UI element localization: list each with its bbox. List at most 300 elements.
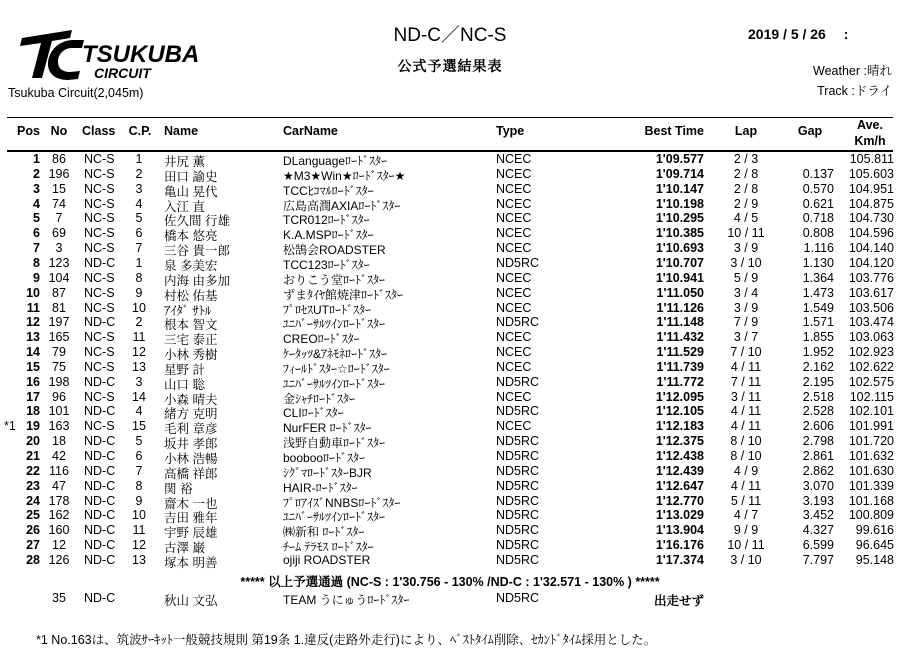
track-condition-label: Track :ドライ [817, 84, 892, 98]
cell-ave: 105.603 [848, 167, 894, 181]
cell-car: TCC123ﾛｰﾄﾞｽﾀｰ [283, 258, 370, 272]
cell-no: 87 [52, 286, 66, 300]
cell-no: 126 [48, 553, 70, 567]
cell-no: 18 [52, 434, 66, 448]
cell-ave: 102.622 [848, 360, 894, 374]
cell-cp: 6 [135, 449, 143, 463]
cell-name: 根本 智文 [164, 318, 218, 332]
cell-ave: 96.645 [855, 538, 894, 552]
cell-ave: 102.101 [848, 404, 894, 418]
cell-name: 宇野 辰雄 [164, 526, 218, 540]
cell-pos: 15 [26, 360, 40, 374]
cell-cp: 4 [135, 197, 143, 211]
cell-ave: 101.168 [848, 494, 894, 508]
cell-name: 亀山 晃代 [164, 185, 218, 199]
cell-pos: 21 [26, 449, 40, 463]
col-carname: CarName [283, 124, 338, 138]
cell-class: NC-S [84, 330, 115, 344]
cell-cp: 2 [135, 167, 143, 181]
cell-cp: 9 [135, 286, 143, 300]
page-subtitle: 公式予選結果表 [397, 58, 503, 74]
cell-cp: 10 [132, 301, 146, 315]
cell-lap: 3 / 7 [733, 330, 759, 344]
cell-no: 197 [48, 315, 70, 329]
cell-name: 緒方 克明 [164, 407, 218, 421]
cell-best: 1'10.693 [655, 241, 704, 255]
cell-name: 泉 多美宏 [164, 259, 218, 273]
cell-name: 佐久間 行雄 [164, 214, 230, 228]
cell-car: ㈱新和 ﾛｰﾄﾞｽﾀｰ [283, 525, 365, 539]
cell-car: ずまﾀｲﾔ館焼津ﾛｰﾄﾞｽﾀｰ [283, 288, 404, 302]
cell-gap: 2.861 [802, 449, 834, 463]
cell-pos: 20 [26, 434, 40, 448]
cell-best: 1'12.105 [655, 404, 704, 418]
cell-ave: 102.575 [848, 375, 894, 389]
cell-lap: 2 / 9 [733, 197, 759, 211]
cell-ave: 95.148 [855, 553, 894, 567]
cell-pos: 4 [33, 197, 40, 211]
cell-cp: 7 [135, 464, 143, 478]
col-gap: Gap [797, 124, 823, 138]
col-no: No [50, 124, 68, 138]
cell-car: ﾌｨｰﾙﾄﾞｽﾀｰ☆ﾛｰﾄﾞｽﾀｰ [283, 362, 390, 376]
cell-cp: 1 [135, 152, 143, 166]
cell-cp: 12 [132, 345, 146, 359]
venue-label: Tsukuba Circuit(2,045m) [8, 86, 144, 100]
cell-no: 123 [48, 256, 70, 270]
cell-best: 1'12.438 [655, 449, 704, 463]
cell-pos: 13 [26, 330, 40, 344]
cell-cp: 4 [135, 404, 143, 418]
cell-lap: 8 / 10 [730, 434, 762, 448]
cell-car: ｼｸﾞﾏﾛｰﾄﾞｽﾀｰBJR [283, 466, 372, 480]
cell-ave: 104.120 [848, 256, 894, 270]
cell-car: TCCﾋｺﾏﾙﾛｰﾄﾞｽﾀｰ [283, 184, 374, 198]
cell-class: ND-C [84, 449, 116, 463]
page-title: ND-C／NC-S [393, 25, 507, 46]
cell-gap: 2.606 [802, 419, 834, 433]
cell-no: 42 [52, 449, 66, 463]
cell-type: ND5RC [496, 464, 540, 478]
cell-ave: 104.596 [848, 226, 894, 240]
cell-type: ND5RC [496, 508, 540, 522]
cell-gap: 0.570 [802, 182, 834, 196]
cell-pos: 3 [33, 182, 40, 196]
cell-type: NCEC [496, 197, 532, 211]
cell-name: 小林 秀樹 [164, 348, 218, 362]
cell-gap: 1.473 [802, 286, 834, 300]
cell-gap: 2.798 [802, 434, 834, 448]
cell-ave: 105.811 [849, 152, 894, 166]
cell-type: ND5RC [496, 375, 540, 389]
cell-no: 196 [48, 167, 70, 181]
cell-class: ND-C [84, 538, 116, 552]
cell-type: NCEC [496, 167, 532, 181]
cell-car: 金ｼｬﾁﾛｰﾄﾞｽﾀｰ [283, 392, 356, 406]
cell-lap: 4 / 11 [730, 479, 762, 493]
cell-lap: 7 / 9 [733, 315, 759, 329]
cell-type: NCEC [496, 360, 532, 374]
cell-pos: 24 [26, 494, 40, 508]
cell-ave: 101.991 [848, 419, 894, 433]
cell-name: 橋本 悠亮 [164, 229, 218, 243]
cell-lap: 5 / 11 [730, 494, 762, 508]
cell-cp: 10 [132, 508, 146, 522]
cell-name: 齋木 一也 [164, 497, 218, 511]
cell-ave: 101.632 [848, 449, 894, 463]
cell-gap: 0.137 [802, 167, 834, 181]
cell-no: 178 [48, 494, 70, 508]
cell-ave: 104.730 [848, 211, 894, 225]
cell-pos: 26 [26, 523, 40, 537]
cell-pos: 8 [33, 256, 40, 270]
col-cp: C.P. [128, 124, 152, 138]
cell-type: NCEC [496, 390, 532, 404]
logo-subtext: CIRCUIT [94, 65, 151, 81]
cell-type: ND5RC [496, 449, 540, 463]
footnote: *1 No.163は、筑波ｻｰｷｯﾄ一般競技規則 第19条 1.違反(走路外走行)により、ﾍﾞｽﾄﾀｲﾑ削除、ｾｶﾝﾄﾞﾀｲﾑ採用とした。 [36, 633, 657, 647]
cell-no: 198 [48, 375, 70, 389]
cell-gap: 3.070 [802, 479, 834, 493]
cell-name: 小林 浩暢 [164, 452, 218, 466]
cell-lap: 4 / 9 [733, 464, 759, 478]
cell-name: 内海 由多加 [164, 274, 230, 288]
cell-cp: 9 [135, 494, 143, 508]
cell-note: *1 [4, 419, 16, 433]
cell-car: DLanguageﾛｰﾄﾞｽﾀｰ [283, 154, 388, 168]
cell-best: 1'11.432 [656, 330, 704, 344]
cell-ave: 103.474 [848, 315, 894, 329]
cell-cp: 8 [135, 271, 143, 285]
cell-lap: 7 / 11 [730, 375, 762, 389]
cell-name: 星野 計 [164, 363, 205, 377]
cell-gap: 1.571 [802, 315, 834, 329]
cell-class: ND-C [84, 256, 116, 270]
cell-lap: 3 / 11 [730, 390, 762, 404]
cell-car: NurFER ﾛｰﾄﾞｽﾀｰ [283, 421, 372, 435]
cell-name: 秋山 文弘 [164, 594, 218, 608]
cell-class: ND-C [84, 404, 116, 418]
cell-car: ﾌﾟﾛｱｲｽﾞNNBSﾛｰﾄﾞｽﾀｰ [283, 496, 401, 510]
cell-cp: 12 [132, 538, 146, 552]
cell-name: 田口 諭史 [164, 170, 218, 184]
cell-lap: 3 / 9 [733, 241, 759, 255]
cell-pos: 16 [26, 375, 40, 389]
cell-class: NC-S [84, 419, 115, 433]
cell-name: 毛利 章彦 [164, 422, 218, 436]
cell-name: 塚本 明善 [164, 556, 218, 570]
cell-lap: 4 / 11 [730, 419, 762, 433]
cell-best: 1'11.148 [656, 315, 704, 329]
cell-best: 1'09.577 [655, 152, 704, 166]
cell-car: K.A.MSPﾛｰﾄﾞｽﾀｰ [283, 228, 374, 242]
cell-pos: 10 [26, 286, 40, 300]
cell-class: ND-C [84, 553, 116, 567]
event-date: 2019 / 5 / 26 : [748, 26, 849, 42]
cell-best: 1'17.374 [655, 553, 704, 567]
col-class: Class [82, 124, 116, 138]
cell-class: NC-S [84, 286, 115, 300]
cell-type: NCEC [496, 241, 532, 255]
cell-class: NC-S [84, 301, 115, 315]
cell-pos: 2 [33, 167, 40, 181]
cell-ave: 102.115 [849, 390, 894, 404]
cell-name: ｱｲﾀﾞ ｻﾄﾙ [164, 304, 212, 318]
cell-best: 1'12.095 [655, 390, 704, 404]
cell-pos: 19 [26, 419, 40, 433]
cell-lap: 7 / 10 [730, 345, 762, 359]
cell-type: NCEC [496, 211, 532, 225]
cell-pos: 27 [26, 538, 40, 552]
cell-ave: 101.630 [848, 464, 894, 478]
cell-type: ND5RC [496, 523, 540, 537]
cell-lap: 3 / 9 [733, 301, 759, 315]
cell-no: 116 [49, 464, 69, 478]
cell-class: NC-S [84, 226, 115, 240]
cell-car: TEAM うにゅうﾛｰﾄﾞｽﾀｰ [283, 593, 410, 607]
cell-cp: 1 [135, 256, 143, 270]
cell-cp: 14 [132, 390, 146, 404]
cell-gap: 3.193 [802, 494, 834, 508]
cell-type: NCEC [496, 286, 532, 300]
cell-type: NCEC [496, 301, 532, 315]
cell-name: 吉田 雅年 [164, 511, 218, 525]
cell-gap: 2.528 [802, 404, 834, 418]
cell-class: NC-S [84, 197, 115, 211]
cell-car: 松鵠会ROADSTER [283, 243, 386, 257]
cell-gap: 1.855 [802, 330, 834, 344]
cell-class: NC-S [84, 167, 115, 181]
cell-class: NC-S [84, 211, 115, 225]
cell-ave: 101.339 [848, 479, 894, 493]
cell-class: ND-C [84, 508, 116, 522]
cell-gap: 1.116 [803, 241, 834, 255]
cell-type: NCEC [496, 330, 532, 344]
cell-ave: 104.875 [848, 197, 894, 211]
cell-no: 165 [48, 330, 70, 344]
cell-car: ★M3★Win★ﾛｰﾄﾞｽﾀｰ★ [283, 169, 406, 183]
cell-car: HAIR-ﾛｰﾄﾞｽﾀｰ [283, 481, 358, 495]
cell-type: ND5RC [496, 404, 540, 418]
cell-type: ND5RC [496, 256, 540, 270]
cell-name: 三宅 泰正 [164, 333, 218, 347]
cell-class: NC-S [84, 390, 115, 404]
cell-no: 74 [52, 197, 66, 211]
cell-gap: 1.952 [802, 345, 834, 359]
cell-best: 出走せず [653, 594, 704, 608]
cell-no: 75 [52, 360, 66, 374]
cell-ave: 99.616 [855, 523, 894, 537]
cell-gap: 2.862 [802, 464, 834, 478]
cell-type: NCEC [496, 182, 532, 196]
cell-car: boobooﾛｰﾄﾞｽﾀｰ [283, 451, 366, 465]
cell-car: おりこう堂ﾛｰﾄﾞｽﾀｰ [283, 273, 386, 287]
cell-name: 入江 直 [164, 200, 205, 214]
cell-lap: 2 / 8 [733, 182, 759, 196]
cell-no: 35 [52, 591, 66, 605]
cell-cp: 2 [135, 315, 143, 329]
cell-gap: 1.364 [802, 271, 834, 285]
cell-class: NC-S [84, 345, 115, 359]
cell-best: 1'11.739 [656, 360, 704, 374]
cell-type: NCEC [496, 419, 532, 433]
cell-pos: 7 [33, 241, 40, 255]
cell-class: NC-S [84, 152, 115, 166]
cell-type: NCEC [496, 271, 532, 285]
cell-no: 12 [52, 538, 66, 552]
cell-car: 広島高潤AXIAﾛｰﾄﾞｽﾀｰ [283, 199, 401, 213]
cell-pos: 1 [33, 152, 40, 166]
cell-cp: 15 [132, 419, 146, 433]
cell-best: 1'10.147 [655, 182, 704, 196]
cell-gap: 0.808 [802, 226, 834, 240]
cell-car: ｹｰﾀｯﾂ&ｱﾈﾓﾈﾛｰﾄﾞｽﾀｰ [283, 347, 388, 361]
cell-best: 1'12.439 [655, 464, 704, 478]
cell-gap: 3.452 [802, 508, 834, 522]
cell-class: ND-C [84, 375, 116, 389]
cell-no: 96 [52, 390, 66, 404]
cell-pos: 23 [26, 479, 40, 493]
cell-car: ﾁｰﾑ ﾃﾗﾓｽ ﾛｰﾄﾞｽﾀｰ [283, 540, 374, 554]
cell-best: 1'13.904 [655, 523, 704, 537]
cell-name: 井尻 薫 [164, 155, 205, 169]
cell-cp: 5 [135, 434, 143, 448]
cell-best: 1'11.050 [656, 286, 704, 300]
cell-car: 浅野自動車ﾛｰﾄﾞｽﾀｰ [283, 436, 386, 450]
col-best-time: Best Time [644, 124, 704, 138]
cell-class: NC-S [84, 360, 115, 374]
cell-best: 1'12.183 [655, 419, 704, 433]
cell-class: ND-C [84, 464, 116, 478]
cell-name: 関 裕 [164, 482, 193, 496]
cell-gap: 7.797 [802, 553, 834, 567]
col-name: Name [164, 124, 199, 138]
cell-type: NCEC [496, 152, 532, 166]
cell-type: ND5RC [496, 494, 540, 508]
cell-class: NC-S [84, 182, 115, 196]
cell-no: 163 [48, 419, 70, 433]
cell-pos: 18 [26, 404, 40, 418]
cell-car: ﾕﾆﾊﾞｰｻﾙﾂｲﾝﾛｰﾄﾞｽﾀｰ [283, 510, 386, 524]
cell-class: ND-C [84, 479, 116, 493]
cell-class: ND-C [84, 315, 116, 329]
cell-type: ND5RC [496, 553, 540, 567]
cell-best: 1'10.295 [655, 211, 704, 225]
cell-no: 162 [48, 508, 70, 522]
cell-pos: 12 [26, 315, 40, 329]
cell-ave: 104.140 [848, 241, 894, 255]
cell-lap: 5 / 9 [733, 271, 759, 285]
cell-best: 1'11.772 [656, 375, 704, 389]
cell-gap: 1.549 [802, 301, 834, 315]
cell-pos: 28 [26, 553, 40, 567]
col-lap: Lap [734, 124, 758, 138]
cell-lap: 3 / 4 [733, 286, 759, 300]
cell-car: ﾕﾆﾊﾞｰｻﾙﾂｲﾝﾛｰﾄﾞｽﾀｰ [283, 317, 386, 331]
cell-car: ojiji ROADSTER [283, 553, 371, 567]
cell-ave: 104.951 [848, 182, 894, 196]
cell-ave: 103.617 [848, 286, 894, 300]
cell-best: 1'13.029 [655, 508, 704, 522]
cell-best: 1'09.714 [655, 167, 704, 181]
cell-car: CREOﾛｰﾄﾞｽﾀｰ [283, 332, 360, 346]
cell-gap: 2.195 [802, 375, 834, 389]
cell-pos: 5 [33, 211, 40, 225]
cell-best: 1'16.176 [655, 538, 704, 552]
cell-pos: 22 [26, 464, 40, 478]
col-ave: Ave. Km/h [854, 118, 886, 148]
cell-gap: 2.518 [802, 390, 834, 404]
cell-no: 160 [48, 523, 70, 537]
cell-cp: 11 [132, 523, 146, 537]
cell-lap: 2 / 8 [733, 167, 759, 181]
cell-type: ND5RC [496, 434, 540, 448]
cell-type: NCEC [496, 226, 532, 240]
cell-gap: 1.130 [802, 256, 834, 270]
cell-car: TCR012ﾛｰﾄﾞｽﾀｰ [283, 213, 370, 227]
cell-car: ﾕﾆﾊﾞｰｻﾙﾂｲﾝﾛｰﾄﾞｽﾀｰ [283, 377, 386, 391]
cell-car: ﾌﾟﾛｾｽUTﾛｰﾄﾞｽﾀｰ [283, 303, 371, 317]
cell-ave: 103.776 [848, 271, 894, 285]
cell-name: 坂井 孝郎 [164, 437, 218, 451]
cell-name: 高橋 祥郎 [164, 467, 218, 481]
cell-pos: 25 [26, 508, 40, 522]
cell-cp: 6 [135, 226, 143, 240]
weather-label: Weather :晴れ [813, 64, 892, 78]
cell-cp: 7 [135, 241, 143, 255]
cell-ave: 100.809 [848, 508, 894, 522]
cell-lap: 4 / 5 [733, 211, 759, 225]
cell-lap: 9 / 9 [733, 523, 759, 537]
cell-type: ND5RC [496, 479, 540, 493]
cell-class: ND-C [84, 591, 116, 605]
cell-pos: 17 [26, 390, 40, 404]
cell-lap: 2 / 3 [733, 152, 759, 166]
cell-cp: 13 [132, 553, 146, 567]
cell-name: 小森 晴夫 [164, 393, 218, 407]
col-type: Type [496, 124, 525, 138]
cell-type: ND5RC [496, 315, 540, 329]
cell-name: 山口 聡 [164, 378, 205, 392]
cell-best: 1'10.707 [655, 256, 704, 270]
cell-gap: 0.621 [802, 197, 834, 211]
cell-car: CLIﾛｰﾄﾞｽﾀｰ [283, 406, 344, 420]
cell-gap: 2.162 [802, 360, 834, 374]
cell-no: 69 [52, 226, 66, 240]
cell-cp: 5 [135, 211, 143, 225]
cell-pos: 14 [26, 345, 40, 359]
cell-no: 81 [52, 301, 66, 315]
qualifying-pass-line: ***** 以上予選通過 (NC-S : 1'30.756 - 130% /ND-C : 1'32.571 - 130% ) ***** [240, 575, 660, 589]
cell-lap: 4 / 11 [730, 404, 762, 418]
cell-cp: 8 [135, 479, 143, 493]
cell-cp: 3 [135, 375, 143, 389]
cell-name: 村松 佑基 [164, 289, 218, 303]
cell-no: 104 [48, 271, 70, 285]
cell-gap: 4.327 [802, 523, 834, 537]
cell-ave: 103.063 [848, 330, 894, 344]
cell-best: 1'12.375 [655, 434, 704, 448]
cell-best: 1'12.647 [655, 479, 704, 493]
cell-lap: 4 / 11 [730, 360, 762, 374]
cell-no: 15 [52, 182, 66, 196]
cell-pos: 11 [26, 301, 40, 315]
col-pos: Pos [17, 124, 40, 138]
cell-class: NC-S [84, 241, 115, 255]
cell-pos: 9 [33, 271, 40, 285]
cell-gap: 0.718 [802, 211, 834, 225]
cell-lap: 8 / 10 [730, 449, 762, 463]
